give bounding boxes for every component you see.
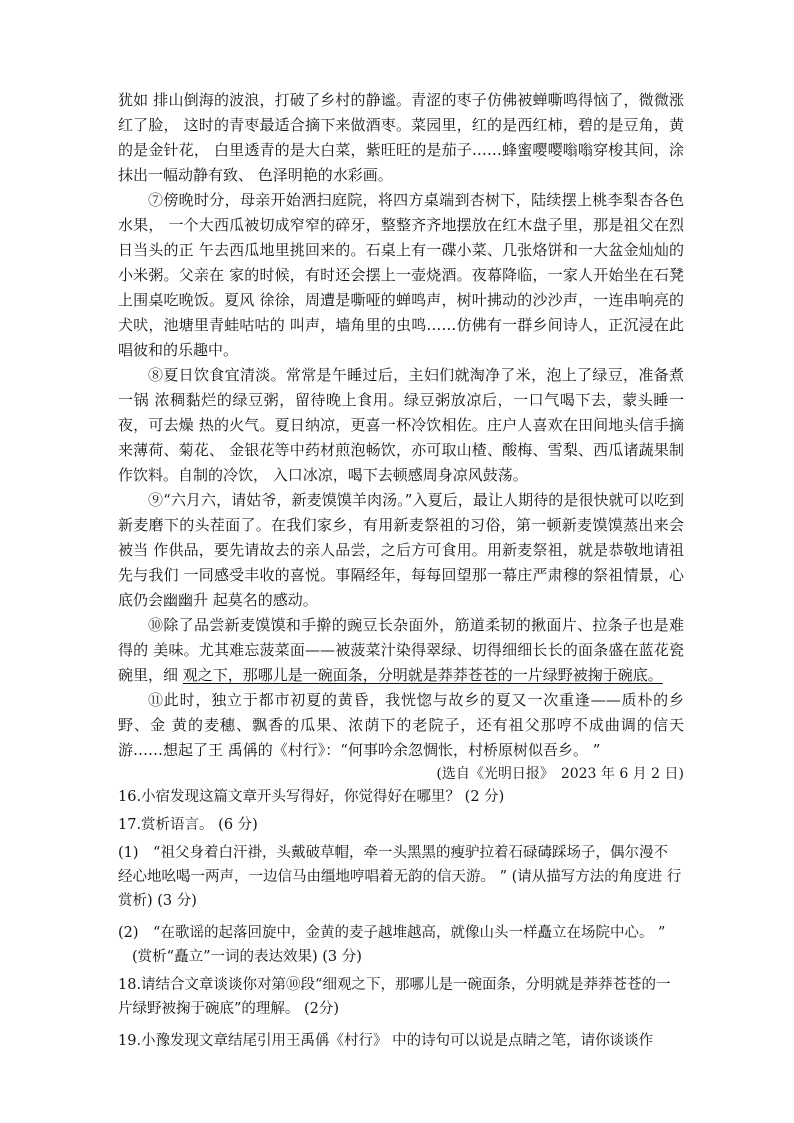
paragraph-11: ⑪此时，独立于都市初夏的黄昏，我恍惚与故乡的夏又一次重逢——质朴的乡野、金 黄的麦穗、飘香的瓜果、浓荫下的老院子，还有祖父那哼不成曲调的信天游……想起了王 禹偁的《村行》：“何事吟余忽惆怅，村桥原树似吾乡。 ” <box>118 691 684 759</box>
paragraph-8: ⑧夏日饮食宜清淡。常常是午睡过后，主妇们就淘净了米，泡上了绿豆，准备煮一锅 浓稠黏烂的绿豆粥，留待晚上食用。绿豆粥放凉后，一口气喝下去，蒙头睡一夜，可去燥 热的火气。夏日纳凉，更喜一杯冷饮相佐。庄户人喜欢在田间地头信手摘来薄荷、菊花、 金银花等中药材煎泡畅饮，亦可取山楂、酸梅、雪梨、西瓜诸蔬果制作饮料。自制的冷饮， 入口冰凉，喝下去顿感周身凉风鼓荡。 <box>118 366 684 484</box>
question-17: 17.赏析语言。 (6 分) <box>118 817 258 833</box>
paragraph-10-text: ⑩除了品尝新麦馍馍和手擀的豌豆长杂面外，筋道柔韧的揪面片、拉条子也是难得的 美味。尤其难忘菠菜面——被菠菜汁染得翠绿、切得细细长长的面条盛在蓝花瓷碗里，细 <box>118 616 684 684</box>
question-17-part-1: (1) “祖父身着白汗褂，头戴破草帽，牵一头黑黑的瘦驴拉着石碌碡踩场子，偶尔漫不 经心地吆喝一两声，一边信马由缰地哼唱着无韵的信天游。 ” (请从描写方法的角度进 行赏析) (3 分) <box>118 845 682 909</box>
paragraph-6-continuation: 犹如 排山倒海的波浪，打破了乡村的静谧。青涩的枣子仿佛被蝉嘶鸣得恼了，微微涨红了脸， 这时的青枣最适合摘下来做酒枣。菜园里，红的是西红柿，碧的是豆角，黄的是金针花， 白里透青的是大白菜，紫旺旺的是茄子……蜂蜜嘤嘤嗡嗡穿梭其间，涂抹出一幅动静有致、 色泽明艳的水彩画。 <box>118 91 684 184</box>
paragraph-9: ⑨“六月六，请姑爷，新麦馍馍羊肉汤。”入夏后，最让人期待的是很快就可以吃到 新麦磨下的头茬面了。在我们家乡，有用新麦祭祖的习俗，第一顿新麦馍馍蒸出来会被当 作供品，要先请故去的亲人品尝，之后方可食用。用新麦祭祖，就是恭敬地请祖先与我们 一同感受丰收的喜悦。事隔经年，每每回望那一幕庄严肃穆的祭祖情景，心底仍会幽幽升 起莫名的感动。 <box>118 491 684 609</box>
question-19: 19.小豫发现文章结尾引用王禹偁《村行》 中的诗句可以说是点睛之笔，请你谈谈作 <box>118 1033 654 1049</box>
paragraph-7: ⑦傍晚时分，母亲开始洒扫庭院，将四方桌端到杏树下，陆续摆上桃李梨杏各色水果， 一个大西瓜被切成窄窄的碎牙，整整齐齐地摆放在红木盘子里，那是祖父在烈日当头的正 午去西瓜地里挑回来的。石桌上有一碟小菜、几张烙饼和一大盆金灿灿的小米粥。父亲在 家的时候，有时还会摆上一壶烧酒。夜幕降临，一家人开始坐在石凳上围桌吃晚饭。夏风 徐徐，周遭是嘶哑的蝉鸣声，树叶拂动的沙沙声，一连串响亮的犬吠，池塘里青蛙咕咕的 叫声，墙角里的虫鸣……仿佛有一群乡间诗人，正沉浸在此唱彼和的乐趣中。 <box>118 191 684 359</box>
question-16: 16.小宿发现这篇文章开头写得好，你觉得好在哪里？ (2 分) <box>118 789 505 805</box>
question-18: 18.请结合文章谈谈你对第⑩段“细观之下，那哪儿是一碗面条，分明就是莽莽苍苍的一 片绿野被掬于碗底”的理解。 (2分) <box>118 977 671 1017</box>
paragraph-10-underlined-sentence: 观之下，那哪儿是一碗面条，分明就是莽莽苍苍的一片绿野被掬于碗底。 <box>182 666 663 684</box>
document-page <box>118 88 684 1053</box>
paragraph-10 <box>118 613 684 688</box>
question-17-part-2: (2) “在歌谣的起落回旋中，金黄的麦子越堆越高，就像山头一样矗立在场院中心。 ” <box>118 925 666 941</box>
question-17-part-2-note: (赏析“矗立”一词的表达效果) (3 分) <box>132 949 362 965</box>
source-citation: (选自《光明日报》 2023 年 6 月 2 日) <box>436 766 684 782</box>
